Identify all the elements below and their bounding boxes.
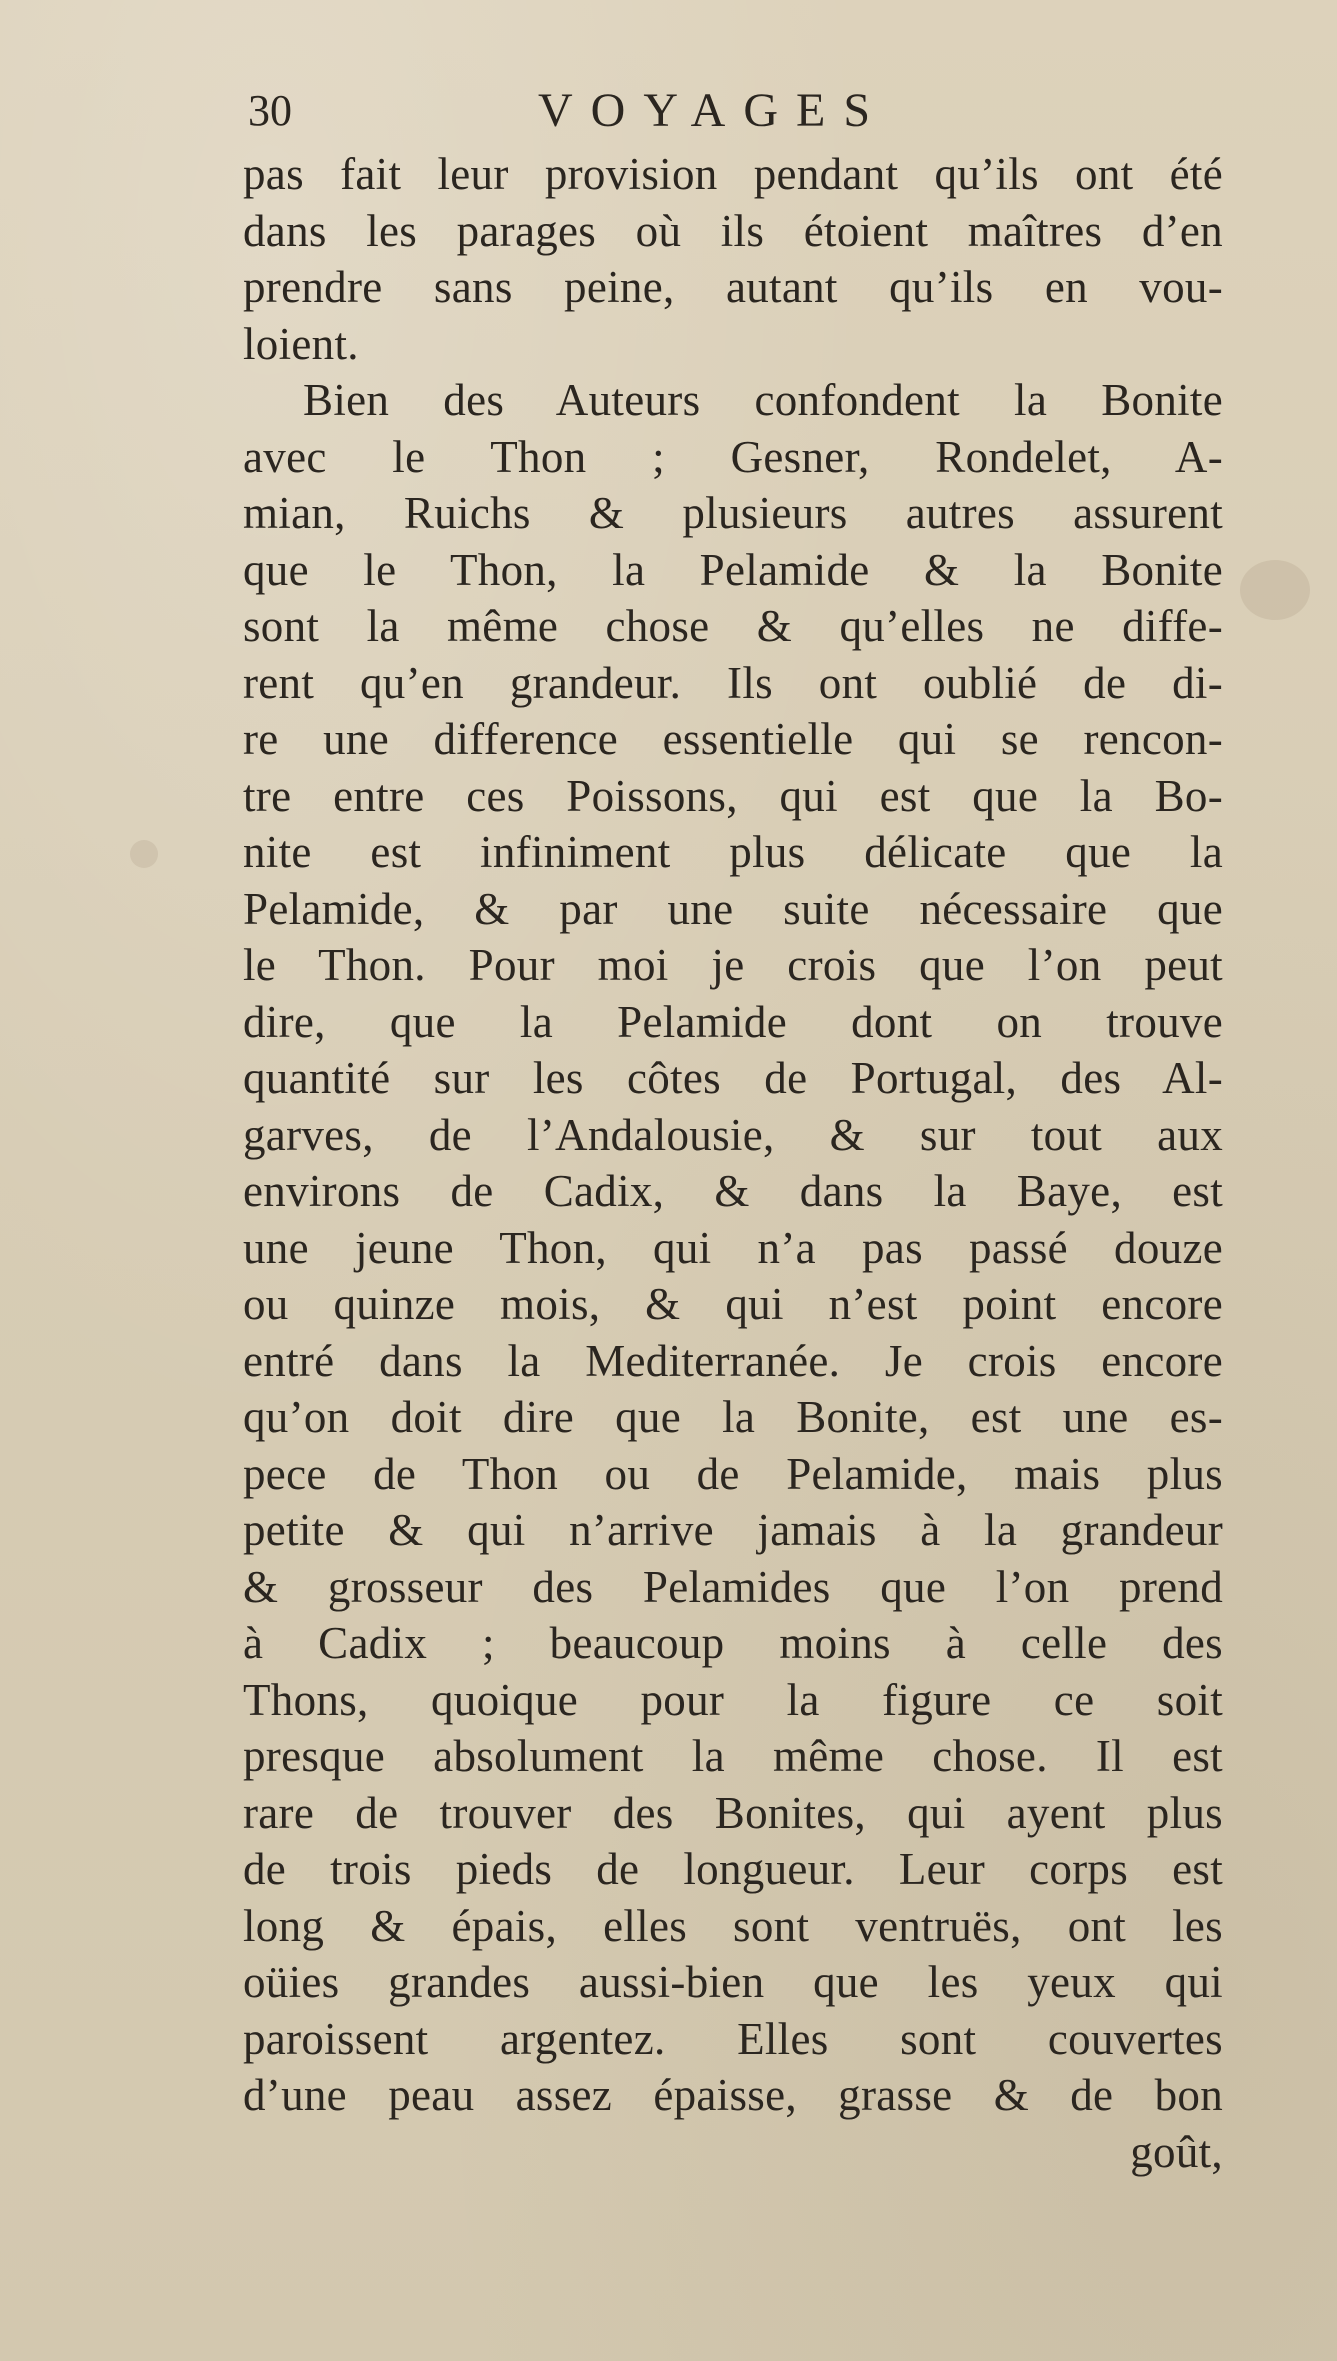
body-text [243,146,1223,2180]
text-line: long & épais, elles sont ventruës, ont les [243,1900,1223,1951]
paper-stain [130,840,158,868]
text-line: Pelamide, & par une suite nécessaire que [243,883,1223,934]
text-line: mian, Ruichs & plusieurs autres assurent [243,488,1223,538]
text-line: tre entre ces Poissons, qui est que la Bo- [243,770,1223,821]
paper-stain [1240,560,1310,620]
text-line: pece de Thon ou de Pelamide, mais plus [243,1448,1223,1499]
text-line: nite est infiniment plus délicate que la [243,827,1223,877]
text-line: & grosseur des Pelamides que l’on prend [243,1561,1223,1612]
text-line: pas fait leur provision pendant qu’ils ont été [243,149,1223,199]
text-line: sont la même chose & qu’elles ne diffe- [243,601,1223,651]
text-line: Thons, quoique pour la figure ce soit [243,1674,1223,1725]
text-line: paroissent argentez. Elles sont couvertes [243,2013,1223,2064]
text-line: petite & qui n’arrive jamais à la grandeur [243,1505,1223,1555]
text-line: ou quinze mois, & qui n’est point encore [243,1279,1223,1329]
page-number: 30 [248,86,292,135]
text-line: qu’on doit dire que la Bonite, est une es- [243,1392,1223,1442]
text-line: une jeune Thon, qui n’a pas passé douze [243,1222,1223,1273]
text-line: entré dans la Mediterranée. Je crois encore [243,1335,1223,1386]
text-line: d’une peau assez épaisse, grasse & de bon [243,2070,1223,2120]
text-line: de trois pieds de longueur. Leur corps est [243,1844,1223,1894]
running-head: VOYAGES [538,84,889,137]
text-line: garves, de l’Andalousie, & sur tout aux [243,1109,1223,1160]
text-line: rare de trouver des Bonites, qui ayent plus [243,1787,1223,1838]
text-line: environs de Cadix, & dans la Baye, est [243,1166,1223,1216]
text-line: quantité sur les côtes de Portugal, des Al- [243,1053,1223,1103]
text-line: dire, que la Pelamide dont on trouve [243,996,1223,1047]
text-line: prendre sans peine, autant qu’ils en vou- [243,262,1223,312]
text-line: à Cadix ; beaucoup moins à celle des [243,1618,1223,1668]
text-line: dans les parages où ils étoient maîtres d’en [243,205,1223,256]
text-line: Bien des Auteurs confondent la Bonite [303,375,1223,425]
text-line: loient. [243,318,359,369]
catchword: goût, [1130,2126,1223,2177]
text-line: presque absolument la même chose. Il est [243,1731,1223,1781]
text-line: oüies grandes aussi-bien que les yeux qui [243,1957,1223,2007]
text-line: re une difference essentielle qui se rencon- [243,714,1223,764]
text-line: avec le Thon ; Gesner, Rondelet, A- [243,431,1223,482]
page-header [248,76,948,146]
text-line: le Thon. Pour moi je crois que l’on peut [243,940,1223,990]
text-line: rent qu’en grandeur. Ils ont oublié de di- [243,657,1223,708]
text-line: que le Thon, la Pelamide & la Bonite [243,544,1223,595]
